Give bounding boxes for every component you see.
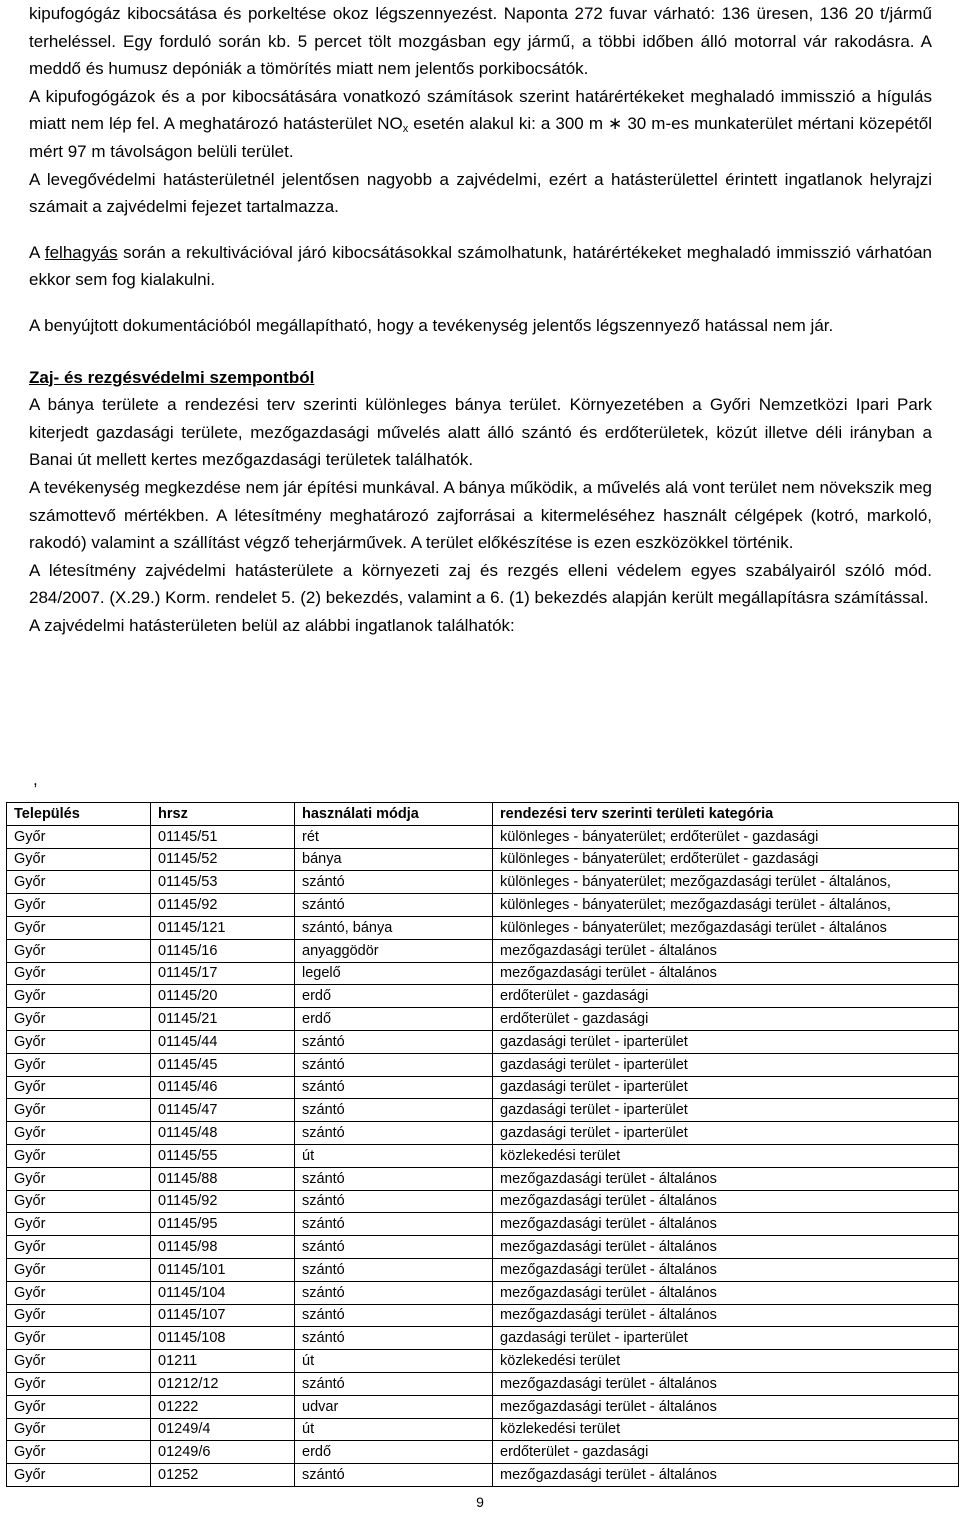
table-row [7, 1464, 959, 1487]
cell-category: gazdasági terület - iparterület [493, 1053, 959, 1076]
cell-settlement: Győr [7, 1418, 151, 1441]
table-row [7, 916, 959, 939]
cell-category: mezőgazdasági terület - általános [493, 1281, 959, 1304]
cell-category: közlekedési terület [493, 1418, 959, 1441]
cell-settlement: Győr [7, 1236, 151, 1259]
cell-usage: szántó, bánya [295, 916, 493, 939]
table-row [7, 1144, 959, 1167]
cell-hrsz: 01145/47 [151, 1099, 295, 1122]
table-row [7, 1441, 959, 1464]
cell-category: mezőgazdasági terület - általános [493, 1236, 959, 1259]
cell-category: különleges - bányaterület; erdőterület - gazdasági [493, 825, 959, 848]
cell-hrsz: 01222 [151, 1395, 295, 1418]
cell-settlement: Győr [7, 962, 151, 985]
cell-category: erdőterület - gazdasági [493, 1441, 959, 1464]
table-row [7, 1236, 959, 1259]
paragraph-table-intro: A zajvédelmi hatásterületen belül az alábbi ingatlanok találhatók: [29, 615, 515, 635]
header-hrsz: hrsz [151, 803, 295, 826]
cell-hrsz: 01145/108 [151, 1327, 295, 1350]
cell-settlement: Győr [7, 1395, 151, 1418]
cell-usage: szántó [295, 1464, 493, 1487]
cell-category: mezőgazdasági terület - általános [493, 1167, 959, 1190]
cell-category: mezőgazdasági terület - általános [493, 1258, 959, 1281]
header-usage: használati módja [295, 803, 493, 826]
header-category: rendezési terv szerinti területi kategória [493, 803, 959, 826]
cell-settlement: Győr [7, 1372, 151, 1395]
paragraph-immission [29, 83, 932, 166]
cell-category: mezőgazdasági terület - általános [493, 1304, 959, 1327]
cell-usage: szántó [295, 1236, 493, 1259]
cell-usage: udvar [295, 1395, 493, 1418]
cell-hrsz: 01145/48 [151, 1122, 295, 1145]
table-row [7, 1008, 959, 1031]
paragraph-conclusion: A benyújtott dokumentációból megállapítható, hogy a tevékenység jelentős légszennyező hatással nem jár. [29, 315, 834, 335]
table-body [7, 825, 959, 1486]
cell-usage: erdő [295, 1008, 493, 1031]
nox-subscript: x [402, 123, 409, 136]
cell-category: gazdasági terület - iparterület [493, 1076, 959, 1099]
abandonment-start: A [29, 242, 45, 262]
cell-settlement: Győr [7, 848, 151, 871]
cell-usage: erdő [295, 1441, 493, 1464]
paragraph-activity: A tevékenység megkezdése nem jár építési munkával. A bánya működik, a művelés alá vont terület nem növekszik meg számottevő mértékben. A létesítmény meghatározó zajforrásai a kitermeléséhez használt célgépek (kotró, markoló, rakodó) valamint a szállítást végző teherjárművek. A terület előkészítése is ezen eszközökkel történik. [29, 477, 932, 553]
cell-settlement: Győr [7, 825, 151, 848]
cell-category: erdőterület - gazdasági [493, 1008, 959, 1031]
cell-category: különleges - bányaterület; mezőgazdasági terület - általános, [493, 894, 959, 917]
cell-usage: szántó [295, 1099, 493, 1122]
cell-hrsz: 01145/98 [151, 1236, 295, 1259]
cell-usage: út [295, 1144, 493, 1167]
cell-category: gazdasági terület - iparterület [493, 1030, 959, 1053]
cell-hrsz: 01145/88 [151, 1167, 295, 1190]
cell-hrsz: 01145/92 [151, 894, 295, 917]
cell-usage: anyaggödör [295, 939, 493, 962]
table-row [7, 1190, 959, 1213]
cell-usage: út [295, 1418, 493, 1441]
table-row [7, 1076, 959, 1099]
cell-settlement: Győr [7, 1350, 151, 1373]
cell-usage: szántó [295, 1258, 493, 1281]
table-row [7, 825, 959, 848]
cell-hrsz: 01145/92 [151, 1190, 295, 1213]
cell-category: közlekedési terület [493, 1144, 959, 1167]
cell-hrsz: 01145/104 [151, 1281, 295, 1304]
table-row [7, 1350, 959, 1373]
table-row [7, 1030, 959, 1053]
cell-settlement: Győr [7, 1099, 151, 1122]
cell-hrsz: 01252 [151, 1464, 295, 1487]
table-row [7, 1395, 959, 1418]
paragraph-immission-start: A kipufogógázok és a por kibocsátására vonatkozó számítások szerint határértékeket meghaladó immisszió a hígulás miatt nem lép fel. A meghatározó hatásterület NO [29, 86, 932, 134]
cell-hrsz: 01145/101 [151, 1258, 295, 1281]
table-row [7, 1099, 959, 1122]
cell-settlement: Győr [7, 1167, 151, 1190]
paragraph-surroundings: A bánya területe a rendezési terv szerinti különleges bánya terület. Környezetében a Győri Nemzetközi Ipari Park kiterjedt gazdasági területe, mezőgazdasági művelés alatt álló szántó és erdőterületek, közút illetve déli irányban a Banai út mellett kertes mezőgazdasági területek találhatók. [29, 395, 932, 470]
cell-settlement: Győr [7, 985, 151, 1008]
cell-hrsz: 01249/4 [151, 1418, 295, 1441]
cell-hrsz: 01145/121 [151, 916, 295, 939]
cell-usage: út [295, 1350, 493, 1373]
cell-usage: szántó [295, 871, 493, 894]
abandonment-end: során a rekultivációval járó kibocsátásokkal számolhatunk, határértékeket meghaladó immisszió várhatóan ekkor sem fog kialakulni. [29, 242, 933, 290]
cell-hrsz: 01211 [151, 1350, 295, 1373]
table-row [7, 871, 959, 894]
cell-usage: bánya [295, 848, 493, 871]
table-header-row [7, 803, 959, 826]
cell-usage: szántó [295, 1304, 493, 1327]
cell-settlement: Győr [7, 939, 151, 962]
cell-hrsz: 01145/17 [151, 962, 295, 985]
cell-category: mezőgazdasági terület - általános [493, 1213, 959, 1236]
cell-category: különleges - bányaterület; mezőgazdasági terület - általános, [493, 871, 959, 894]
cell-settlement: Győr [7, 1008, 151, 1031]
table-row [7, 1167, 959, 1190]
cell-category: különleges - bányaterület; mezőgazdasági terület - általános [493, 916, 959, 939]
cell-hrsz: 01249/6 [151, 1441, 295, 1464]
cell-settlement: Győr [7, 1190, 151, 1213]
table-row [7, 1418, 959, 1441]
cell-category: közlekedési terület [493, 1350, 959, 1373]
cell-usage: szántó [295, 1122, 493, 1145]
cell-hrsz: 01145/16 [151, 939, 295, 962]
cell-category: gazdasági terület - iparterület [493, 1122, 959, 1145]
cell-usage: szántó [295, 1327, 493, 1350]
cell-usage: szántó [295, 1190, 493, 1213]
cell-category: gazdasági terület - iparterület [493, 1327, 959, 1350]
paragraph-emissions: kipufogógáz kibocsátása és porkeltése okoz légszennyezést. Naponta 272 fuvar várható: 136 üresen, 136 20 t/jármű terheléssel. Egy forduló során kb. 5 percet tölt mozgásban egy jármű, a többi időben álló motorral vár rakodásra. A meddő és humusz depóniák a tömörítés miatt nem jelentős porkibocsátók. [29, 4, 932, 79]
cell-hrsz: 01145/95 [151, 1213, 295, 1236]
table-row [7, 985, 959, 1008]
cell-usage: szántó [295, 1281, 493, 1304]
table-row [7, 894, 959, 917]
cell-hrsz: 01212/12 [151, 1372, 295, 1395]
cell-usage: legelő [295, 962, 493, 985]
cell-usage: szántó [295, 1030, 493, 1053]
page-number: 9 [476, 1494, 484, 1510]
cell-settlement: Győr [7, 1258, 151, 1281]
cell-category: erdőterület - gazdasági [493, 985, 959, 1008]
cell-category: mezőgazdasági terület - általános [493, 1372, 959, 1395]
cell-usage: szántó [295, 1167, 493, 1190]
cell-category: mezőgazdasági terület - általános [493, 1190, 959, 1213]
cell-category: mezőgazdasági terület - általános [493, 962, 959, 985]
cell-hrsz: 01145/21 [151, 1008, 295, 1031]
section-heading-noise: Zaj- és rezgésvédelmi szempontból [29, 367, 315, 387]
cell-hrsz: 01145/45 [151, 1053, 295, 1076]
property-table [6, 802, 959, 1487]
cell-settlement: Győr [7, 916, 151, 939]
table-row [7, 1372, 959, 1395]
cell-settlement: Győr [7, 1464, 151, 1487]
cell-settlement: Győr [7, 1053, 151, 1076]
cell-settlement: Győr [7, 1076, 151, 1099]
cell-category: mezőgazdasági terület - általános [493, 1464, 959, 1487]
paragraph-abandonment [29, 239, 932, 294]
cell-settlement: Győr [7, 1281, 151, 1304]
table-row [7, 1122, 959, 1145]
cell-settlement: Győr [7, 1030, 151, 1053]
cell-usage: erdő [295, 985, 493, 1008]
table-row [7, 1258, 959, 1281]
table-row [7, 1281, 959, 1304]
cell-settlement: Győr [7, 1441, 151, 1464]
table-row [7, 848, 959, 871]
header-settlement: Település [7, 803, 151, 826]
table-row [7, 962, 959, 985]
abandonment-underlined-word: felhagyás [44, 242, 118, 262]
table-row [7, 939, 959, 962]
cell-settlement: Győr [7, 1327, 151, 1350]
paragraph-impact-area: A levegővédelmi hatásterületnél jelentősen nagyobb a zajvédelmi, ezért a hatásterülettel érintett ingatlanok helyrajzi számait a zajvédelmi fejezet tartalmazza. [29, 169, 932, 217]
table-row [7, 1327, 959, 1350]
cell-hrsz: 01145/20 [151, 985, 295, 1008]
cell-settlement: Győr [7, 1213, 151, 1236]
cell-settlement: Győr [7, 1122, 151, 1145]
cell-usage: szántó [295, 1372, 493, 1395]
cell-usage: rét [295, 825, 493, 848]
cell-usage: szántó [295, 1053, 493, 1076]
paragraph-regulation: A létesítmény zajvédelmi hatásterülete a környezeti zaj és rezgés elleni védelem egyes szabályairól szóló mód. 284/2007. (X.29.) Korm. rendelet 5. (2) bekezdés, valamint a 6. (1) bekezdés alapján került megállapításra számítással. [29, 560, 932, 608]
cell-hrsz: 01145/44 [151, 1030, 295, 1053]
cell-settlement: Győr [7, 894, 151, 917]
cell-category: különleges - bányaterület; erdőterület - gazdasági [493, 848, 959, 871]
cell-hrsz: 01145/53 [151, 871, 295, 894]
cell-usage: szántó [295, 1076, 493, 1099]
cell-hrsz: 01145/46 [151, 1076, 295, 1099]
cell-category: mezőgazdasági terület - általános [493, 1395, 959, 1418]
cell-usage: szántó [295, 894, 493, 917]
cell-settlement: Győr [7, 1144, 151, 1167]
cell-settlement: Győr [7, 1304, 151, 1327]
table-row [7, 1053, 959, 1076]
cell-usage: szántó [295, 1213, 493, 1236]
cell-category: mezőgazdasági terület - általános [493, 939, 959, 962]
stray-comma: , [33, 770, 38, 789]
table-row [7, 1304, 959, 1327]
paragraph-immission-end: esetén alakul ki: a 300 m ∗ 30 m-es munkaterület mértani közepétől mért 97 m távolságon belüli terület. [29, 114, 932, 161]
cell-hrsz: 01145/55 [151, 1144, 295, 1167]
cell-hrsz: 01145/51 [151, 825, 295, 848]
table-row [7, 1213, 959, 1236]
body-text [29, 0, 932, 639]
cell-hrsz: 01145/107 [151, 1304, 295, 1327]
cell-category: gazdasági terület - iparterület [493, 1099, 959, 1122]
cell-hrsz: 01145/52 [151, 848, 295, 871]
cell-settlement: Győr [7, 871, 151, 894]
